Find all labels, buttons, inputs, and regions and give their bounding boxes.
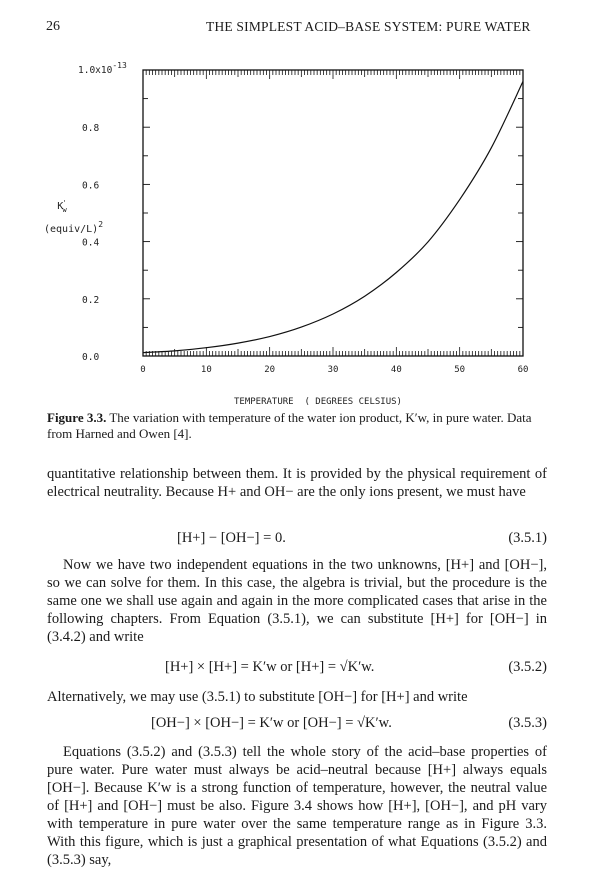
y-tick-label: $1.0x10^{-13}$ (78, 61, 127, 76)
paragraph-4: Equations (3.5.2) and (3.5.3) tell the whole story of the acid–base properties of pure water. Pure water must always be acid–neutral because [H+] always equals [OH−]. Because K′w is a strong function of temperature, however, the neutral value of [H+] and [OH−] must be also. Figure 3.4 shows how [H+], [OH−], and pH vary with temperature in pure water over the same temperature range as in Figure 3.3. With this figure, which is just a graphical presentation of what Equations (3.5.2) and (3.5.3) say, (47, 744, 547, 868)
y-tick-label: 0.6 (82, 180, 100, 192)
caption-text: The variation with temperature of the water ion product, K′w, in pure water. Data from Harned and Owen [4]. (47, 410, 532, 441)
x-axis-title: TEMPERATURE ( DEGREES CELSIUS) (234, 397, 402, 407)
equation-3-5-1-number: (3.5.1) (508, 530, 547, 546)
paragraph-1: quantitative relationship between them. It is provided by the physical requirement of electrical neutrality. Because H+ and OH− are the only ions present, we must have (47, 466, 547, 500)
kw-temperature-chart (0, 0, 600, 407)
x-tick-label: 50 (454, 365, 466, 375)
x-tick-label: 30 (327, 365, 339, 375)
y-tick-labels (78, 61, 127, 363)
y-tick-label: 0.8 (82, 123, 100, 135)
y-tick-marks (143, 70, 523, 356)
running-head: THE SIMPLEST ACID–BASE SYSTEM: PURE WATER (206, 19, 531, 34)
paragraph-2: Now we have two independent equations in the two unknowns, [H+] and [OH−], so we can solve for them. In this case, the algebra is trivial, but the procedure is the same one we shall use again and again in the more complicated cases that arise in the following chapters. From Equation (3.5.1), we can substitute [H+] for [OH−] in (3.4.2) and write (47, 557, 547, 645)
y-tick-label: 0.0 (82, 352, 100, 363)
x-tick-marks (143, 70, 523, 356)
equation-3-5-2-text: [H+] × [H+] = K′w or [H+] = √K′w. (165, 659, 375, 675)
y-tick-label: 0.4 (82, 237, 100, 249)
x-tick-labels (140, 365, 528, 375)
equation-3-5-3-number: (3.5.3) (508, 715, 547, 731)
paragraph-3: Alternatively, we may use (3.5.1) to substitute [OH−] for [H+] and write (47, 689, 468, 705)
x-tick-label: 40 (390, 365, 402, 375)
kw-series-line (143, 81, 523, 352)
x-tick-label: 10 (200, 365, 212, 375)
x-tick-label: 0 (140, 365, 146, 375)
x-tick-label: 20 (264, 365, 276, 375)
caption-label: Figure 3.3. (47, 410, 107, 425)
figure-caption (47, 410, 547, 442)
y-tick-label: 0.2 (82, 294, 100, 306)
y-axis-symbol: K' w (57, 199, 67, 214)
equation-3-5-3-text: [OH−] × [OH−] = K′w or [OH−] = √K′w. (151, 715, 392, 731)
page-number: 26 (46, 19, 60, 34)
plot-frame (143, 70, 523, 356)
equation-3-5-2-number: (3.5.2) (508, 659, 547, 675)
plot-border (143, 70, 523, 356)
y-top-exponent: -13 (112, 61, 127, 70)
y-axis-units: (equiv/L)$^2$ (44, 220, 104, 235)
equation-3-5-1-text: [H+] − [OH−] = 0. (177, 530, 286, 546)
x-tick-label: 60 (517, 365, 529, 375)
